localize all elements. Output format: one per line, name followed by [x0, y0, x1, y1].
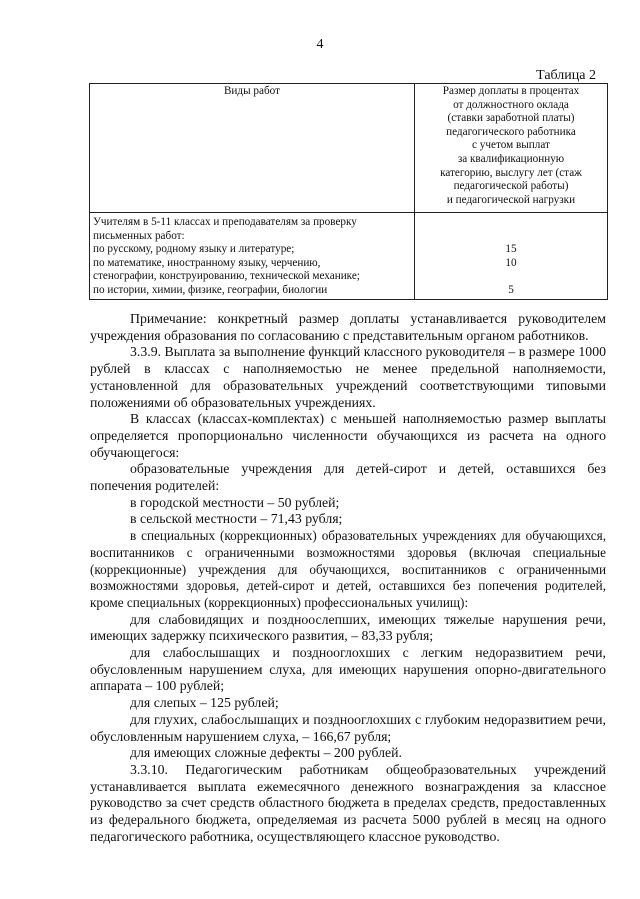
document-body: [90, 311, 606, 846]
paragraph-small-classes: В классах (классах-комплектах) с меньшей наполняемостью размер выплаты определяется пропорционально численности обучающихся из расчета на одного обучающегося:: [90, 411, 606, 460]
row-item-value: 5: [508, 283, 514, 296]
list-item-deaf: для глухих, слабослышащих и позднооглохших с глубоким недоразвитием речи, обусловленным нарушением слуха, – 166,67 рубля;: [90, 711, 606, 744]
clause-3-3-10: 3.3.10. Педагогическим работникам общеобразовательных учреждений устанавливается выплата ежемесячного денежного вознаграждения за классное руководство за счет средств областного бюджета в пределах средств, предоставленных из федерального бюджета, определяемая из расчета 5000 рублей в месяц на одного педагогического работника, осуществляющего классное руководство.: [90, 761, 606, 844]
note-paragraph: Примечание: конкретный размер доплаты устанавливается руководителем учреждения образования по согласованию с представительным органом работников.: [90, 311, 606, 343]
row-item-value: [418, 270, 604, 284]
row-item-label: по истории, химии, физике, географии, биологии: [93, 283, 328, 296]
col1-header: Виды работ: [223, 85, 281, 97]
page-number: 4: [316, 37, 324, 52]
row-item-value: 15: [505, 243, 517, 256]
paragraph-special-schools: в специальных (коррекционных) образовательных учреждениях для обучающихся, воспитанников с ограниченными возможностями здоровья (включая специальные (коррекционные) учреждения для обучающихся, воспитанников с ограниченными возможностями здоровья, детей-сирот и детей, оставшихся без попечения родителей, кроме специальных (коррекционных) профессиональных училищ):: [90, 528, 606, 610]
row-item-label: стенографии, конструированию, технической механике;: [93, 270, 360, 283]
list-item-urban: в городской местности – 50 рублей;: [130, 494, 340, 510]
table-row: [90, 213, 608, 300]
row-item-value: 10: [505, 256, 517, 269]
row-intro-line-1: Учителям в 5-11 классах и преподавателям за проверку: [93, 216, 357, 228]
list-item-complex-defects: для имеющих сложные дефекты – 200 рублей.: [130, 745, 403, 761]
table-header-cell-payment-size: [415, 84, 608, 213]
payments-table: [89, 83, 608, 300]
paragraph-orphan-schools: образовательные учреждения для детей-сирот и детей, оставшихся без попечения родителей:: [90, 461, 606, 494]
row-intro-line-2: письменных работ:: [93, 229, 185, 242]
row-item-label: по математике, иностранному языку, черчению,: [93, 256, 321, 269]
list-item-visually-impaired: для слабовидящих и поздноослепших, имеющих тяжелые нарушения речи, имеющих задержку психического развития, – 83,33 рубля;: [90, 611, 606, 644]
table-header-cell-work-types: [90, 84, 415, 213]
list-item-rural: в сельской местности – 71,43 рубля;: [130, 511, 343, 527]
table-header-row: [90, 84, 608, 213]
row-item-label: по русскому, родному языку и литературе;: [93, 243, 295, 256]
list-item-blind: для слепых – 125 рублей;: [130, 695, 279, 711]
list-item-hard-of-hearing: для слабослышащих и позднооглохших с легким недоразвитием речи, обусловленным нарушением слуха, для имеющих нарушения опорно-двигательного аппарата – 100 рублей;: [90, 645, 606, 694]
col2-header: Размер доплаты в процентах от должностного оклада (ставки заработной платы) педагогического работника с учетом выплат за квалификационную категорию, выслугу лет (стаж педагогической работы) и педагогической нагрузки: [440, 85, 582, 206]
table-row-values: [415, 213, 608, 300]
table-label: Таблица 2: [536, 68, 596, 83]
clause-3-3-9: 3.3.9. Выплата за выполнение функций классного руководителя – в размере 1000 рублей в классах с наполняемостью не менее предельной наполняемости, установленной для образовательных учреждений соответствующими типовыми положениями об образовательных учреждениях.: [90, 344, 606, 410]
table-row-labels: [90, 213, 415, 300]
